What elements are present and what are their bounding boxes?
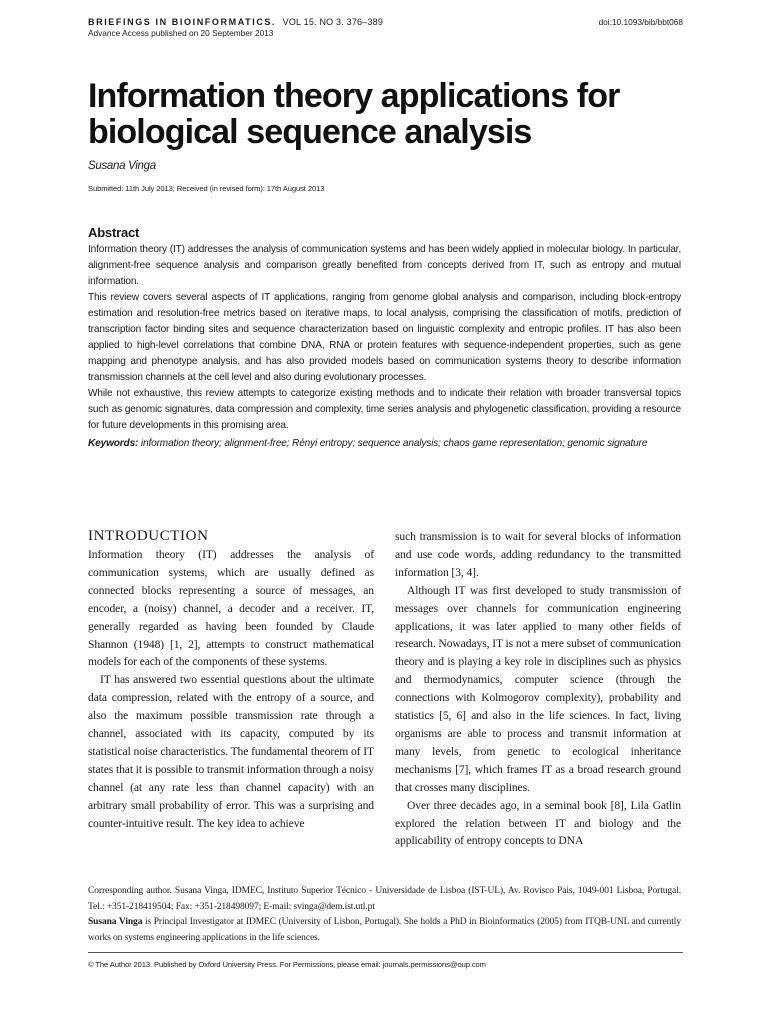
running-head [88,16,683,39]
section-heading-introduction: INTRODUCTION [88,528,209,544]
body-paragraph: Information theory (IT) addresses the analysis of communication systems, which are usually defined as connected blocks representing a source of messages, an encoder, a (noisy) channel, a decoder and a receiver. IT, generally regarded as having been founded by Claude Shannon (1948) [1, 2], attempts to construct mathematical models for each of the components of these systems. [88,548,374,669]
submission-dates: Submitted: 11th July 2013; Received (in revised form): 17th August 2013 [88,184,325,193]
abstract-paragraph: This review covers several aspects of IT applications, ranging from genome global analysis and comparison, including block-entropy estimation and resolution-free metrics based on iterative maps, to local analysis, comprising the classification of motifs, prediction of transcription factor binding sites and sequence characterization based on linguistic complexity and entropic profiles. IT has also been applied to high-level correlations that combine DNA, RNA or protein features with sequence-independent properties, such as gene mapping and phenotype analysis, and has also provided models based on communication systems theory to describe information transmission channels at the cell level and also during evolutionary processes. [88,292,681,383]
footer-rule [88,952,683,953]
author-bio-name: Susana Vinga [88,917,143,927]
body-column-left [88,526,374,833]
journal-volume: VOL 15. NO 3. 376–389 [282,17,384,27]
body-paragraph: IT has answered two essential questions about the ultimate data compression, related with the entropy of a source, and also the maximum possible transmission rate through a channel, associated with its capacity, computed by its statistical noise characteristics. The fundamental theorem of IT states that it is possible to transmit information through a noisy channel (at any rate less than channel capacity) with an arbitrary small probability of error. This was a surprising and counter-intuitive result. The key idea to achieve [88,673,374,830]
body-paragraph: Although IT was first developed to study transmission of messages over channels for communication engineering applications, it was later applied to many other fields of research. Nowadays, IT is not a mere subset of communication theory and is playing a key role in disciplines such as physics and thermodynamics, computer science (through the connections with Kolmogorov complexity), probability and statistics [5, 6] and also in the life sciences. In fact, living organisms are able to process and transmit information at many levels, from genetic to ecological inheritance mechanisms [7], which frames IT as a broad research ground that crosses many disciplines. [395,583,681,794]
journal-name: BRIEFINGS IN BIOINFORMATICS. [88,17,277,27]
author-name: Susana Vinga [88,160,156,172]
keywords-label: Keywords: [88,438,139,449]
body-column-right [395,528,681,850]
abstract [88,224,681,452]
body-paragraph: such transmission is to wait for several blocks of information and use code words, adding redundancy to the transmitted information [3, 4]. [395,530,681,579]
author-bio-text: is Principal Investigator at IDMEC (University of Lisbon, Portugal). She holds a PhD in Bioinformatics (2005) from ITQB-UNL and currently works on systems engineering applications in the life sciences. [88,917,681,943]
author-footnote [88,884,681,946]
advance-access-date: Advance Access published on 20 September 2013 [88,28,274,38]
copyright-notice: © The Author 2013. Published by Oxford University Press. For Permissions, please email: journals.permissions@oup.com [88,960,486,969]
journal-line [88,16,683,28]
keywords-list: information theory; alignment-free; Rényi entropy; sequence analysis; chaos game representation; genomic signature [140,438,648,449]
abstract-paragraph: Information theory (IT) addresses the analysis of communication systems and has been widely applied in molecular biology. In particular, alignment-free sequence analysis and comparison greatly benefited from concepts derived from IT, such as entropy and mutual information. [88,244,681,287]
author-bio [88,915,681,946]
correspondence-note: Corresponding author. Susana Vinga, IDMEC, Instituto Superior Técnico - Universidade de Lisboa (IST-UL), Av. Rovisco Pais, 1049-001 Lisboa, Portugal. Tel.: +351-218419504; Fax: +351-218498097; E-mail: svinga@dem.ist.utl.pt [88,886,681,912]
body-paragraph: Over three decades ago, in a seminal book [8], Lila Gatlin explored the relation between IT and biology and the applicability of entropy concepts to DNA [395,798,681,848]
abstract-heading: Abstract [88,225,140,240]
keywords [88,436,681,452]
doi: doi:10.1093/bib/bbt068 [598,17,683,27]
abstract-paragraph: While not exhaustive, this review attempts to categorize existing methods and to indicate their relation with broader transversal topics such as genomic signatures, data compression and complexity, time series analysis and phylogenetic classification, providing a resource for future developments in this promising area. [88,388,681,431]
article-title: Information theory applications for biological sequence analysis [88,77,620,151]
